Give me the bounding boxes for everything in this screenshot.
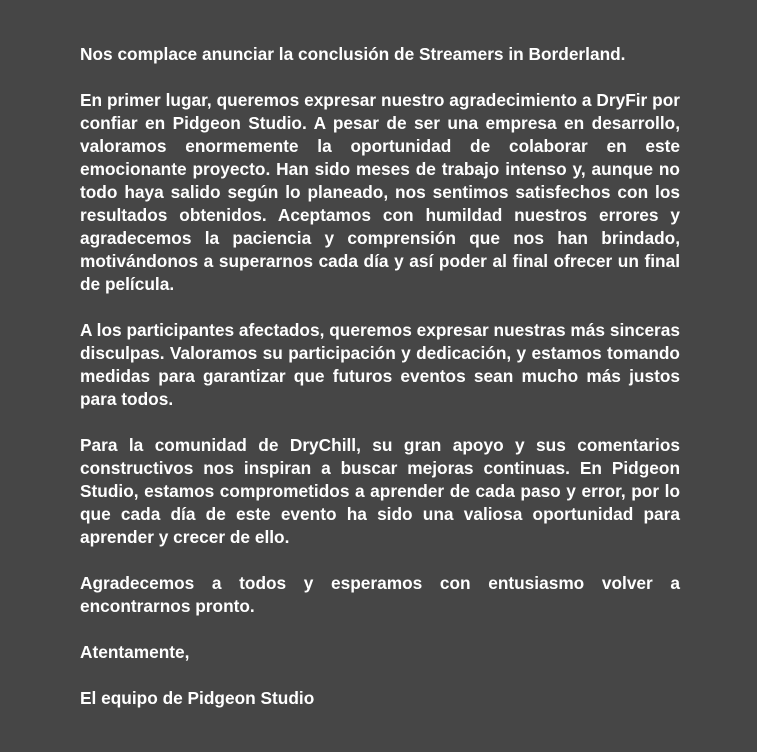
community-paragraph: Para la comunidad de DryChill, su gran apoyo y sus comentarios constructivos nos inspiran a buscar mejoras continuas. En Pidgeon Studio, estamos comprometidos a aprender de cada paso y error, por lo que cada día de este evento ha sido una valiosa oportunidad para aprender y crecer de ello. <box>80 435 680 547</box>
apology-paragraph: A los participantes afectados, queremos expresar nuestras más sinceras disculpas. Valoramos su participación y dedicación, y estamos tomando medidas para garantizar que futuros eventos sean mucho más justos para todos. <box>80 320 680 409</box>
gratitude-paragraph: En primer lugar, queremos expresar nuestro agradecimiento a DryFir por confiar en Pidgeon Studio. A pesar de ser una empresa en desarrollo, valoramos enormemente la oportunidad de colaborar en este emocionante proyecto. Han sido meses de trabajo intenso y, aunque no todo haya salido según lo planeado, nos sentimos satisfechos con los resultados obtenidos. Aceptamos con humildad nuestros errores y agradecemos la paciencia y comprensión que nos han brindado, motivándonos a superarnos cada día y así poder al final ofrecer un final de película. <box>80 90 680 294</box>
closing-line: Atentamente, <box>80 642 190 662</box>
intro-paragraph: Nos complace anunciar la conclusión de Streamers in Borderland. <box>80 44 626 64</box>
announcement-letter <box>80 43 680 733</box>
farewell-paragraph: Agradecemos a todos y esperamos con entusiasmo volver a encontrarnos pronto. <box>80 573 680 616</box>
signature: El equipo de Pidgeon Studio <box>80 688 315 708</box>
